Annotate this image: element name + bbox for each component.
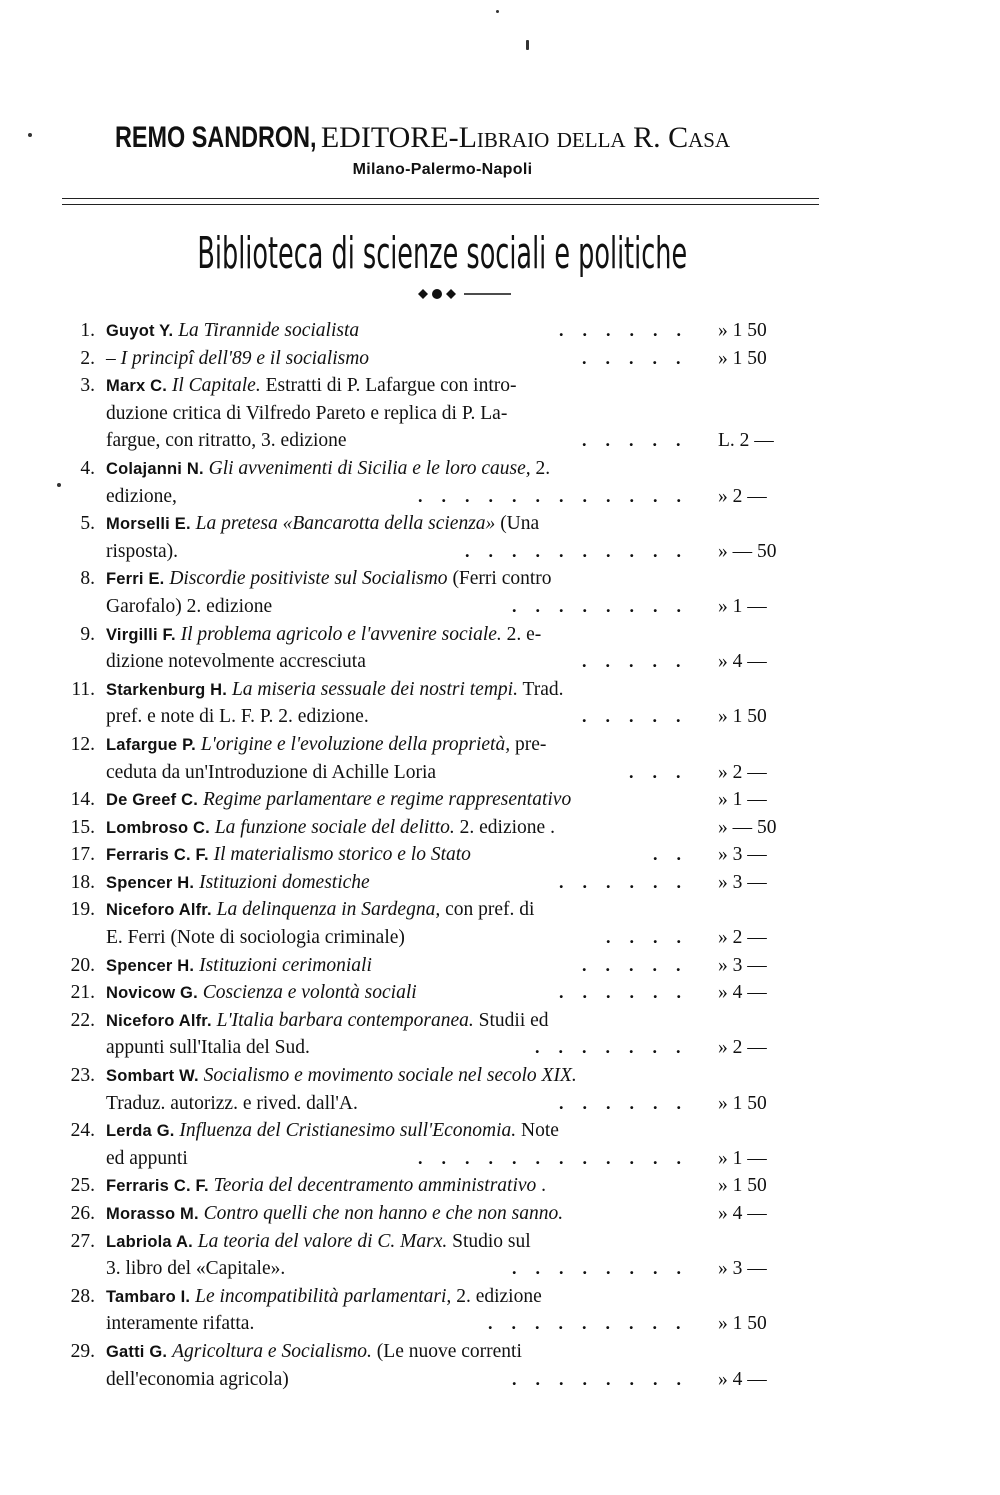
entry-line [0, 593, 1000, 621]
entry-title: Contro quelli che non hanno e che non sanno. [203, 1203, 564, 1224]
entry-title: La delinquenza in Sardegna, [216, 899, 441, 921]
entry-author: Virgilli F. [106, 625, 176, 644]
list-item [0, 979, 1000, 1007]
entry-author: De Greef C. [106, 791, 199, 810]
list-item [0, 1062, 1000, 1117]
entry-line [0, 759, 1000, 787]
entry-text [106, 621, 541, 650]
entry-price: » 4 — [718, 1368, 767, 1390]
series-title: Biblioteca di scienze sociali e politiche [197, 228, 688, 279]
leader-dots: ...... [559, 320, 700, 340]
entry-author: Sombart W. [106, 1067, 199, 1086]
leader-dots: ............ [418, 485, 700, 506]
entry-detail: 2. e- [501, 623, 542, 645]
entry-price: » 4 — [718, 651, 767, 673]
entry-title: Teoria del decentramento amministrativo [213, 1175, 537, 1197]
ink-speck [28, 133, 32, 137]
entry-detail: pref. e note di L. F. P. 2. edizione. [106, 706, 369, 728]
entry-detail: Studii ed [473, 1009, 549, 1031]
entry-title: Gli avvenimenti di Sicilia e le loro cause, [208, 457, 531, 479]
entry-line [0, 1283, 1000, 1311]
ornament-divider [418, 287, 513, 301]
publisher-name: REMO SANDRON, [115, 121, 317, 154]
entry-author: Marx C. [106, 377, 168, 396]
entry-text [106, 841, 471, 870]
entry-line [0, 483, 1000, 511]
entry-detail: Studio sul [447, 1230, 531, 1252]
entry-number: 17. [70, 844, 95, 866]
entry-line [0, 896, 1000, 924]
entry-author: Starkenburg H. [106, 680, 228, 699]
entry-line [0, 345, 1000, 373]
entry-title: Socialismo e movimento sociale nel secolo XIX. [203, 1065, 577, 1087]
entry-price: » 1 — [718, 595, 767, 617]
entry-text [106, 510, 539, 539]
entry-title: Agricoltura e Socialismo. [172, 1340, 372, 1362]
leader-dots: ....... [535, 1037, 700, 1058]
entry-price: » 2 — [718, 761, 767, 783]
entry-text [106, 979, 417, 1008]
entry-detail: risposta). [106, 540, 179, 562]
entry-author: Labriola A. [106, 1232, 193, 1251]
entry-text [106, 676, 563, 705]
entry-price: » — 50 [718, 540, 777, 562]
entry-text [106, 372, 517, 401]
entry-detail: pre- [510, 733, 547, 755]
entry-text [106, 1172, 546, 1201]
entry-price: L. 2 — [718, 430, 774, 452]
list-item [0, 1338, 1000, 1393]
leader-dots: .... [606, 927, 700, 948]
entry-text [106, 483, 177, 511]
entry-title: Istituzioni cerimoniali [199, 954, 372, 976]
entry-text [106, 345, 369, 373]
entry-detail: interamente rifatta. [106, 1313, 255, 1335]
entry-line [0, 427, 1000, 455]
entry-number: 1. [80, 320, 95, 341]
entry-line [0, 676, 1000, 704]
entry-text [106, 924, 405, 952]
entry-text [106, 786, 571, 815]
list-item [0, 565, 1000, 620]
entry-title: La pretesa «Bancarotta della scienza» [195, 513, 496, 535]
entry-line [0, 1117, 1000, 1145]
entry-line [0, 979, 1000, 1007]
entry-line [0, 1338, 1000, 1366]
entry-number: 28. [70, 1285, 95, 1307]
entry-price: » 1 — [718, 1147, 767, 1169]
entry-text [106, 427, 347, 455]
entry-title: La funzione sociale del delitto. [214, 816, 455, 838]
entry-line [0, 538, 1000, 566]
entry-detail: Note [516, 1120, 559, 1142]
list-item [0, 455, 1000, 510]
entry-price: » 1 50 [718, 1092, 767, 1114]
entry-text [106, 593, 272, 621]
entry-author: Niceforo Alfr. [106, 901, 212, 920]
entry-detail: (Le nuove correnti [371, 1340, 522, 1362]
entry-number: 14. [70, 789, 95, 811]
entry-title: – I principî dell'89 e il socialismo [106, 347, 370, 369]
entry-price: » 4 — [718, 1203, 767, 1224]
entry-detail: Estratti di P. Lafargue con intro- [260, 375, 517, 397]
entry-line [0, 1366, 1000, 1394]
ink-speck [526, 40, 529, 50]
list-item [0, 814, 1000, 842]
list-item [0, 1007, 1000, 1062]
entry-title: Discordie positiviste sul Socialismo [169, 568, 448, 590]
entry-number: 3. [80, 375, 95, 397]
entry-author: Novicow G. [106, 984, 198, 1003]
entry-price: » 1 50 [718, 706, 767, 728]
entry-text [106, 1366, 289, 1394]
entry-price: » 1 — [718, 789, 767, 811]
entry-detail: Garofalo) 2. edizione [106, 595, 273, 617]
entry-line [0, 510, 1000, 538]
entry-text [106, 1117, 559, 1146]
entry-detail: 2. [530, 457, 551, 479]
entry-text [106, 400, 507, 428]
entry-line [0, 1090, 1000, 1118]
entry-price: » 4 — [718, 982, 767, 1004]
entry-text [106, 759, 436, 787]
entry-price: » 1 50 [718, 320, 767, 341]
entry-detail: (Ferri contro [447, 568, 552, 590]
leader-dots: ..... [582, 954, 700, 975]
entry-line [0, 1200, 1000, 1228]
entry-line [0, 786, 1000, 814]
entry-price: » 3 — [718, 954, 767, 976]
list-item [0, 1228, 1000, 1283]
entry-detail: fargue, con ritratto, 3. edizione [106, 430, 347, 452]
entry-line [0, 952, 1000, 980]
entry-detail: appunti sull'Italia del Sud. [106, 1037, 310, 1059]
entry-price: » 1 50 [718, 1313, 767, 1335]
list-item [0, 841, 1000, 869]
entry-author: Colajanni N. [106, 459, 204, 478]
entry-number: 27. [70, 1230, 95, 1252]
leader-dots: ...... [559, 982, 700, 1003]
entry-title: Coscienza e volontà sociali [202, 982, 417, 1004]
entry-line [0, 1062, 1000, 1090]
entry-text [106, 1034, 310, 1062]
entry-number: 4. [80, 457, 95, 479]
entry-number: 18. [70, 871, 95, 893]
entry-author: Niceforo Alfr. [106, 1011, 212, 1030]
entry-detail: ceduta da un'Introduzione di Achille Loria [106, 761, 437, 783]
entry-title: Regime parlamentare e regime rappresentativo [202, 789, 572, 811]
entry-author: Guyot Y. [106, 322, 174, 340]
leader-dots: ..... [582, 706, 700, 727]
entry-text [106, 1338, 522, 1367]
entry-author: Spencer H. [106, 873, 195, 892]
entry-price: » 3 — [718, 844, 767, 866]
publisher-role: EDITORE-Libraio della R. Casa [313, 121, 731, 154]
entry-number: 23. [70, 1065, 95, 1087]
entry-line [0, 1145, 1000, 1173]
leader-dots: ..... [582, 430, 700, 451]
entry-author: Lerda G. [106, 1122, 175, 1141]
entry-line [0, 1310, 1000, 1338]
entry-number: 11. [71, 678, 95, 700]
entry-text [106, 1090, 358, 1118]
entry-detail: 2. edizione [451, 1285, 542, 1307]
entry-title: Istituzioni domestiche [199, 871, 370, 893]
entry-number: 5. [80, 513, 95, 535]
entry-line [0, 372, 1000, 400]
entry-author: Tambaro I. [106, 1287, 191, 1306]
entry-text [106, 317, 359, 346]
leader-dots: ...... [559, 1092, 700, 1113]
entry-detail: dell'economia agricola) [106, 1368, 289, 1390]
entry-title: Influenza del Cristianesimo sull'Economia. [179, 1120, 517, 1142]
entry-title: L'origine e l'evoluzione della proprietà, [200, 733, 511, 755]
entry-line [0, 317, 1000, 345]
entry-text [106, 1283, 542, 1312]
entry-text [106, 1228, 531, 1257]
leader-dots: ......... [488, 1313, 700, 1334]
ink-speck [496, 10, 499, 13]
entry-text [106, 538, 178, 566]
entry-text [106, 814, 555, 843]
entry-number: 2. [80, 347, 95, 369]
entry-detail: ed appunti [106, 1147, 188, 1169]
entry-title: Il Capitale. [171, 375, 261, 397]
entry-title: La miseria sessuale dei nostri tempi. [231, 678, 518, 700]
entry-title: La Tirannide socialista [178, 320, 360, 341]
entry-number: 12. [70, 733, 95, 755]
leader-dots: ............ [418, 1147, 700, 1168]
list-item [0, 372, 1000, 455]
entry-author: Morselli E. [106, 515, 191, 534]
entry-price: » — 50 [718, 816, 777, 838]
entry-line [0, 703, 1000, 731]
entry-line [0, 1172, 1000, 1200]
entry-detail: 3. libro del «Capitale». [106, 1258, 286, 1280]
entry-number: 9. [80, 623, 95, 645]
entry-text [106, 1200, 563, 1229]
book-list [0, 317, 1000, 1393]
entry-text [106, 1145, 188, 1173]
double-rule-top [62, 198, 819, 199]
entry-number: 29. [70, 1340, 95, 1362]
list-item [0, 317, 1000, 345]
list-item [0, 345, 1000, 373]
entry-text [106, 565, 552, 594]
entry-text [106, 648, 366, 676]
entry-line [0, 841, 1000, 869]
list-item [0, 869, 1000, 897]
entry-author: Lombroso C. [106, 818, 210, 837]
entry-number: 26. [70, 1203, 95, 1224]
entry-text [106, 1007, 549, 1036]
double-rule-bottom [62, 204, 819, 205]
entry-number: 25. [70, 1175, 95, 1197]
entry-line [0, 869, 1000, 897]
list-item [0, 731, 1000, 786]
entry-line [0, 1007, 1000, 1035]
entry-line [0, 455, 1000, 483]
entry-text [106, 896, 534, 925]
entry-price: » 3 — [718, 871, 767, 893]
leader-dots: ........ [512, 1258, 700, 1279]
leader-dots: ........ [512, 1368, 700, 1389]
entry-title: Il materialismo storico e lo Stato [213, 844, 471, 866]
leader-dots: ...... [559, 871, 700, 892]
entry-detail: dizione notevolmente accresciuta [106, 651, 366, 673]
entry-detail: 2. edizione . [454, 816, 555, 838]
entry-line [0, 1228, 1000, 1256]
entry-number: 20. [70, 954, 95, 976]
entry-author: Spencer H. [106, 956, 195, 975]
list-item [0, 676, 1000, 731]
entry-title: L'Italia barbara contemporanea. [216, 1009, 474, 1031]
entry-line [0, 1034, 1000, 1062]
entry-detail: . [536, 1175, 547, 1197]
entry-price: » 2 — [718, 1037, 767, 1059]
entry-line [0, 565, 1000, 593]
entry-detail: Trad. [517, 678, 564, 700]
publisher-cities: Milano-Palermo-Napoli [352, 161, 533, 178]
list-item [0, 510, 1000, 565]
entry-detail: duzione critica di Vilfredo Pareto e replica di P. La- [106, 402, 508, 424]
entry-text [106, 1310, 254, 1338]
entry-text [106, 1255, 285, 1283]
entry-price: » 1 50 [718, 347, 767, 369]
entry-detail: E. Ferri (Note di sociologia criminale) [106, 927, 405, 949]
list-item [0, 952, 1000, 980]
leader-dots: .. [653, 844, 700, 865]
entry-text [106, 703, 369, 731]
entry-author: Gatti G. [106, 1342, 168, 1361]
entry-detail: con pref. di [440, 899, 535, 921]
entry-detail: (Una [495, 513, 540, 535]
entry-line [0, 621, 1000, 649]
entry-text [106, 455, 550, 484]
entry-title: La teoria del valore di C. Marx. [197, 1230, 448, 1252]
entry-number: 8. [80, 568, 95, 590]
entry-author: Ferri E. [106, 570, 165, 589]
entry-line [0, 400, 1000, 428]
entry-price: » 1 50 [718, 1175, 767, 1197]
entry-number: 21. [70, 982, 95, 1004]
entry-detail: Traduz. autorizz. e rived. dall'A. [106, 1092, 358, 1114]
leader-dots: .......... [465, 540, 700, 561]
entry-text [106, 869, 370, 898]
entry-author: Ferraris C. F. [106, 846, 209, 865]
leader-dots: ... [629, 761, 700, 782]
entry-text [106, 731, 546, 760]
entry-number: 22. [70, 1009, 95, 1031]
list-item [0, 1200, 1000, 1228]
entry-number: 15. [70, 816, 95, 838]
entry-title: Il problema agricolo e l'avvenire sociale. [180, 623, 502, 645]
entry-number: 19. [70, 899, 95, 921]
publisher-heading [115, 120, 775, 156]
entry-line [0, 731, 1000, 759]
entry-author: Ferraris C. F. [106, 1177, 209, 1196]
list-item [0, 786, 1000, 814]
entry-detail: edizione, [106, 485, 177, 507]
entry-price: » 2 — [718, 485, 767, 507]
list-item [0, 1117, 1000, 1172]
entry-text [106, 1062, 577, 1091]
entry-title: Le incompatibilità parlamentari, [195, 1285, 452, 1307]
entry-author: Lafargue P. [106, 735, 196, 754]
leader-dots: ..... [582, 651, 700, 672]
ink-speck [57, 483, 61, 487]
list-item [0, 1283, 1000, 1338]
entry-line [0, 924, 1000, 952]
entry-line [0, 814, 1000, 842]
entry-price: » 3 — [718, 1258, 767, 1280]
list-item [0, 896, 1000, 951]
list-item [0, 1172, 1000, 1200]
leader-dots: ........ [512, 595, 700, 616]
entry-line [0, 1255, 1000, 1283]
entry-author: Morasso M. [106, 1205, 199, 1223]
entry-number: 24. [70, 1120, 95, 1142]
entry-text [106, 952, 372, 981]
list-item [0, 621, 1000, 676]
leader-dots: ..... [582, 347, 700, 368]
entry-price: » 2 — [718, 927, 767, 949]
entry-line [0, 648, 1000, 676]
